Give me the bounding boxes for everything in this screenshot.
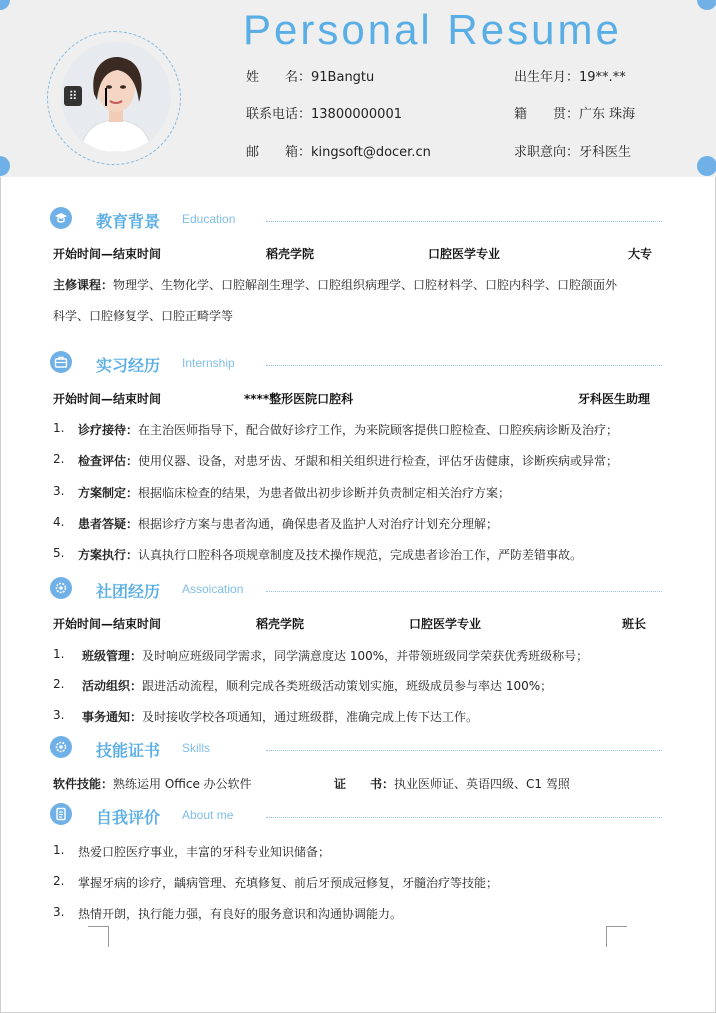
list-item-number: 2. [53,677,65,691]
item-text: 跟进活动流程，顺利完成各类班级活动策划实施，班级成员参与率达 100%； [142,679,553,693]
list-item [78,484,510,501]
name-row [246,66,374,85]
list-item: 掌握牙病的诊疗，龋病管理、充填修复、前后牙预成冠修复，牙髓治疗等技能； [78,876,499,890]
name-value: 91Bangtu [311,70,375,85]
education-subtitle: Education [182,212,236,226]
internship-org: ****整形医院口腔科 [244,392,354,406]
birth-label: 出生年月： [514,70,580,85]
skills-subtitle: Skills [182,741,211,755]
item-head: 活动组织： [82,679,143,693]
phone-row [246,103,402,122]
list-item-number: 2. [53,874,65,888]
skills-divider [266,750,662,751]
courses-text-1: 物理学、生物化学、口腔解剖生理学、口腔组织病理学、口腔材料学、口腔内科学、口腔颌面外 [113,278,618,292]
cert-label: 证 书： [334,777,395,791]
job-row [514,141,631,160]
item-head: 检查评估： [78,454,139,468]
resume-title: Personal Resume [243,6,622,53]
resize-handle-bottom-right[interactable] [697,156,716,176]
phone-value: 13800000001 [311,107,402,122]
courses-label: 主修课程： [53,278,114,292]
software-value: 熟练运用 Office 办公软件 [113,777,252,791]
list-item-number: 4. [53,515,65,529]
item-head: 班级管理： [82,649,143,663]
software-label: 软件技能： [53,777,114,791]
name-label: 姓 名： [246,70,312,85]
club-school: 稻壳学院 [256,617,305,631]
list-item-number: 1. [53,421,65,435]
club-title: 社团经历 [96,582,161,601]
text-cursor [105,88,107,106]
item-text: 及时响应班级同学需求，同学满意度达 100%，并带领班级同学荣获优秀班级称号； [142,649,589,663]
drag-handle-icon[interactable]: ⠿ [64,86,82,106]
education-divider [266,221,662,222]
phone-label: 联系电话： [246,107,312,122]
list-item: 热情开朗，执行能力强，有良好的服务意识和沟通协调能力。 [78,907,403,921]
internship-role: 牙科医生助理 [578,392,651,406]
item-text: 使用仪器、设备，对患牙齿、牙龈和相关组织进行检查，评估牙齿健康，诊断疾病或异常； [138,454,619,468]
job-value: 牙科医生 [579,145,632,160]
internship-period: 开始时间—结束时间 [53,392,162,406]
cert-value: 执业医师证、英语四级、C1 驾照 [394,777,570,791]
item-text: 根据诊疗方案与患者沟通，确保患者及监护人对治疗计划充分理解； [138,517,499,531]
education-degree: 大专 [628,247,653,261]
education-school: 稻壳学院 [266,247,315,261]
list-item-number: 2. [53,452,65,466]
internship-subtitle: Internship [182,356,235,370]
club-major: 口腔医学专业 [409,617,482,631]
item-head: 方案制定： [78,486,139,500]
about-divider [266,817,662,818]
native-label: 籍 贯： [514,107,580,122]
club-subtitle: Assoication [182,582,244,596]
club-divider [266,591,662,592]
education-major: 口腔医学专业 [428,247,501,261]
page-margin-mark [88,926,109,947]
courses-line-1 [53,276,617,293]
club-period: 开始时间—结束时间 [53,617,162,631]
email-label: 邮 箱： [246,145,312,160]
item-text: 认真执行口腔科各项规章制度及技术操作规范，完成患者诊治工作，严防差错事故。 [138,548,583,562]
list-item: 热爱口腔医疗事业，丰富的牙科专业知识储备； [78,845,331,859]
internship-divider [266,365,662,366]
list-item-number: 3. [53,484,65,498]
briefcase-icon [50,351,72,373]
list-item [78,421,618,438]
internship-title: 实习经历 [96,356,161,375]
courses-line-2: 科学、口腔修复学、口腔正畸学等 [53,309,234,323]
list-item-number: 1. [53,843,65,857]
software-skill [53,775,252,792]
graduation-cap-icon [50,207,72,229]
item-head: 诊疗接待： [78,423,139,437]
club-role: 班长 [622,617,647,631]
item-text: 根据临床检查的结果，为患者做出初步诊断并负责制定相关治疗方案； [138,486,511,500]
birth-value: 19**.** [579,70,626,85]
education-title: 教育背景 [96,212,161,231]
native-row [514,103,635,122]
list-item-number: 3. [53,905,65,919]
item-head: 方案执行： [78,548,139,562]
item-head: 患者答疑： [78,517,139,531]
about-subtitle: About me [182,808,234,822]
gear-icon [50,577,72,599]
gear-icon [50,736,72,758]
list-item-number: 1. [53,647,65,661]
document-icon [50,803,72,825]
list-item [78,515,498,532]
certificates [334,775,570,792]
list-item [78,452,618,469]
list-item [78,546,582,563]
list-item [82,677,552,694]
list-item-number: 3. [53,708,65,722]
page-margin-mark [606,926,627,947]
native-value: 广东 珠海 [579,107,636,122]
about-title: 自我评价 [96,808,161,827]
job-label: 求职意向： [514,145,580,160]
item-head: 事务通知： [82,710,143,724]
email-value: kingsoft@docer.cn [311,145,431,160]
education-period: 开始时间—结束时间 [53,247,162,261]
list-item [82,708,478,725]
item-text: 在主治医师指导下，配合做好诊疗工作，为来院顾客提供口腔检查、口腔疾病诊断及治疗； [138,423,619,437]
list-item-number: 5. [53,546,65,560]
email-row [246,141,431,160]
birth-row [514,66,626,85]
skills-title: 技能证书 [96,741,161,760]
item-text: 及时接收学校各项通知，通过班级群，准确完成上传下达工作。 [142,710,479,724]
list-item [82,647,588,664]
